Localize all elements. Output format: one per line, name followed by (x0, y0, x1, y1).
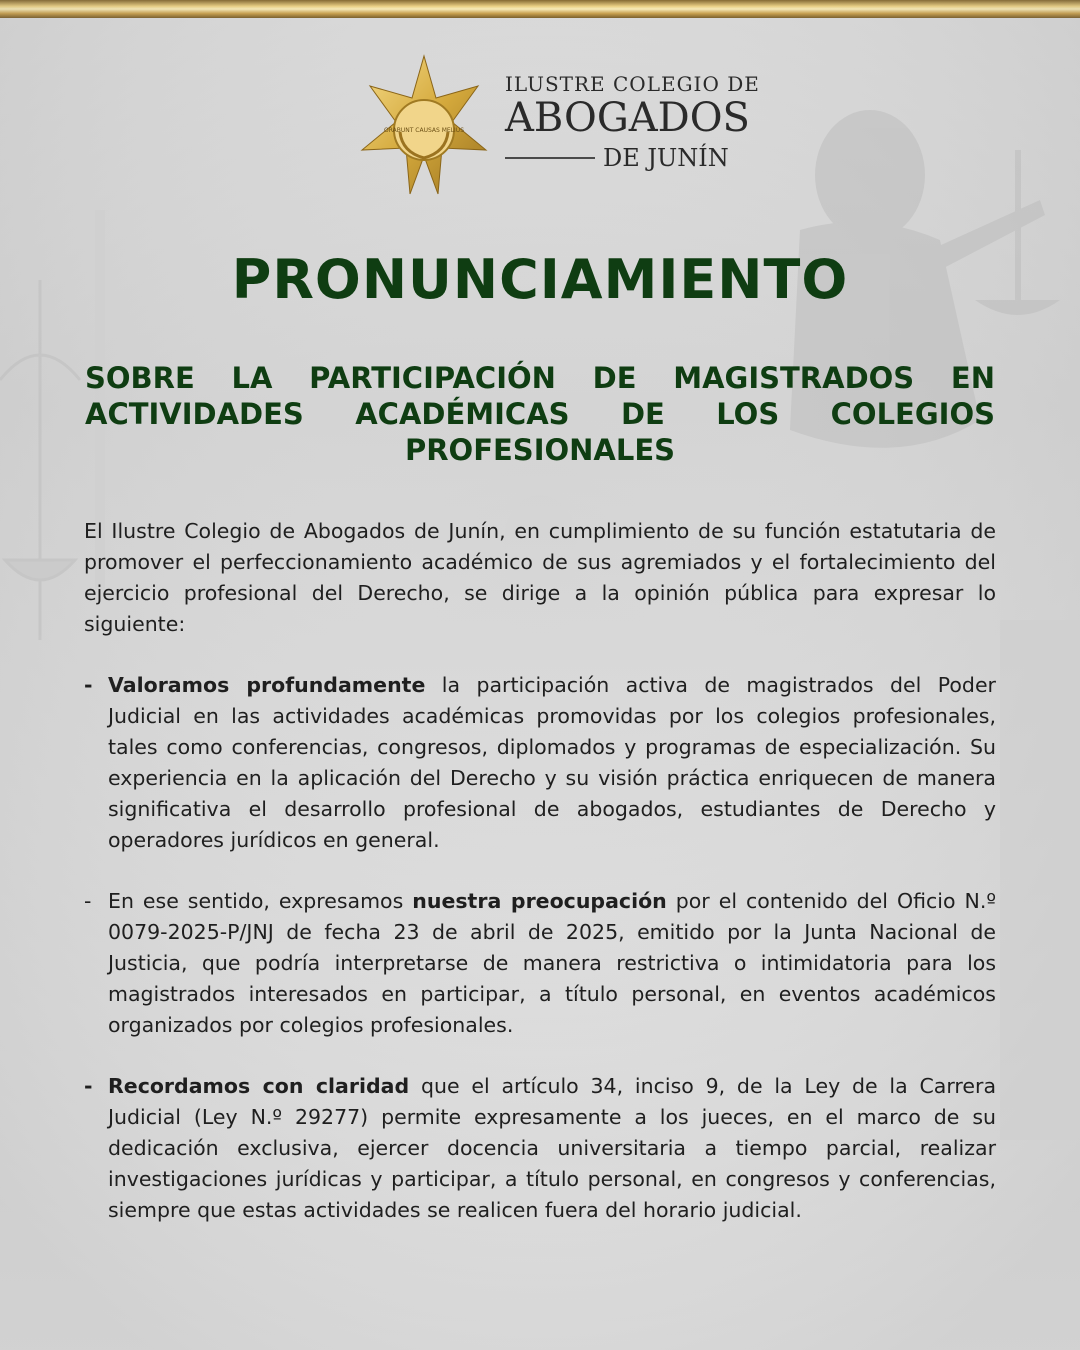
bullet-dash: - (84, 673, 93, 697)
item-text-after: que el artículo 34, inciso 9, de la Ley de la Carrera Judicial (Ley N.º 29277) permite expresamente a los jueces, en el marco de su dedicación exclusiva, ejercer docencia universitaria a tiempo parcial, realizar investigaciones jurídicas y participar, a título personal, en congresos y conferencias, siempre que estas actividades se realicen fuera del horario judicial. (108, 1074, 997, 1222)
statement-item-text (108, 670, 996, 856)
logo-line-1: ILUSTRE COLEGIO DE (505, 72, 760, 96)
logo-wordmark (505, 72, 760, 172)
item-text-after: por el contenido del Oficio N.º 0079-2025-P/JNJ de fecha 23 de abril de 2025, emitido por la Junta Nacional de Justicia, que podría interpretarse de manera restrictiva o intimidatoria para los magistrados interesados en participar, a título personal, en eventos académicos organizados por colegios profesionales. (108, 889, 996, 1037)
bullet-dash: - (84, 1074, 93, 1098)
page-title: PRONUNCIAMIENTO (231, 248, 849, 311)
page-subtitle: SOBRE LA PARTICIPACIÓN DE MAGISTRADOS EN ACTIVIDADES ACADÉMICAS DE LOS COLEGIOS PROFESIONALES (85, 361, 995, 467)
statement-item (84, 886, 996, 1041)
logo-rule (505, 157, 595, 159)
logo-line-3 (505, 144, 760, 172)
emblem-motto: ORABUNT CAUSAS MELIUS (383, 127, 465, 134)
seven-point-star-emblem-icon (350, 52, 498, 200)
item-text-before: En ese sentido, expresamos (108, 889, 413, 913)
college-logo (350, 52, 760, 200)
statement-body (84, 516, 996, 1256)
logo-line-2: ABOGADOS (505, 95, 750, 141)
item-text-bold: Valoramos profundamente (108, 673, 426, 697)
statement-item (84, 1071, 996, 1226)
bullet-dash: - (84, 889, 92, 913)
statement-item-text (108, 886, 996, 1041)
statement-item-text (108, 1071, 996, 1226)
intro-paragraph: El Ilustre Colegio de Abogados de Junín, en cumplimiento de su función estatutaria de promover el perfeccionamiento académico de sus agremiados y el fortalecimiento del ejercicio profesional del Derecho, se dirige a la opinión pública para expresar lo siguiente: (84, 519, 996, 636)
logo-line-3-text: DE JUNÍN (603, 144, 729, 172)
item-text-bold: Recordamos con claridad (108, 1074, 410, 1098)
statement-item (84, 670, 996, 856)
item-text-after: la participación activa de magistrados del Poder Judicial en las actividades académicas promovidas por los colegios profesionales, tales como conferencias, congresos, diplomados y programas de especialización. Su experiencia en la aplicación del Derecho y su visión práctica enriquecen de manera significativa el desarrollo profesional de abogados, estudiantes de Derecho y operadores jurídicos en general. (108, 673, 996, 852)
item-text-bold: nuestra preocupación (412, 889, 667, 913)
